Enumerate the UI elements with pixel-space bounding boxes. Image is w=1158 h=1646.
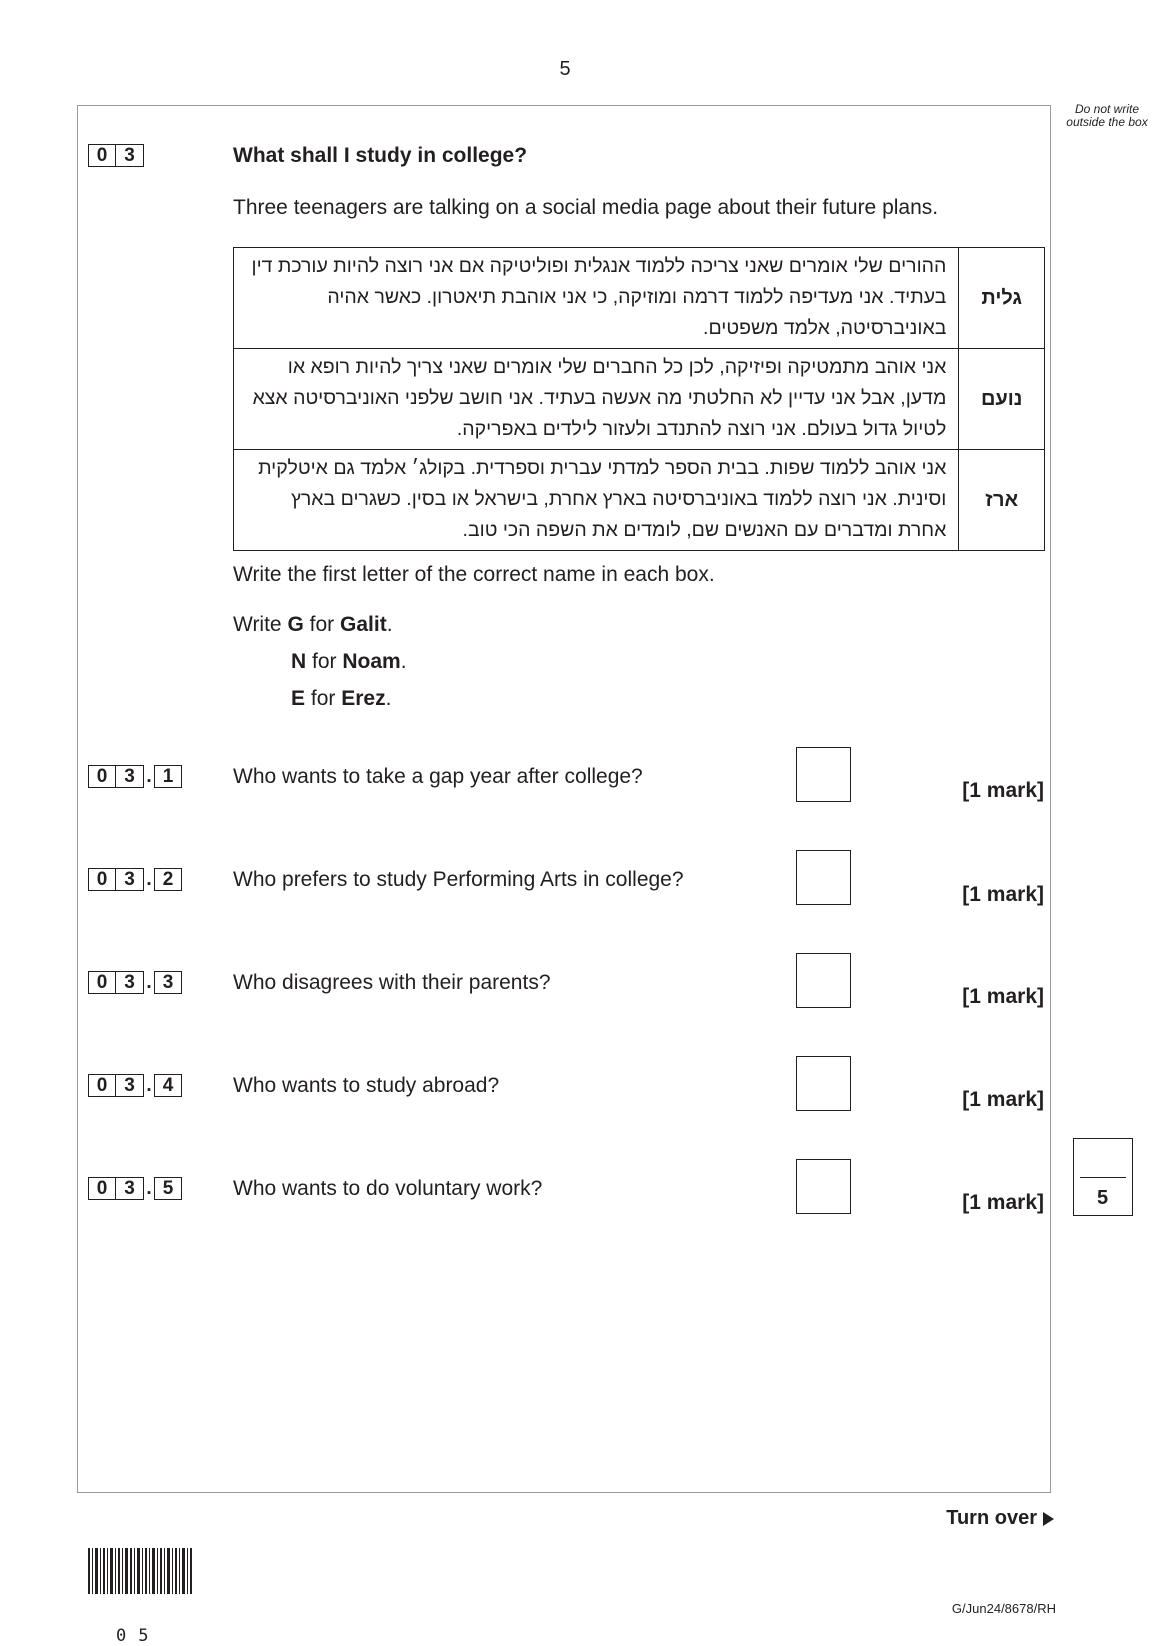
option-name: Noam	[342, 650, 401, 673]
subquestion-dot: .	[146, 1075, 152, 1096]
question-intro: Three teenagers are talking on a social media page about their future plans.	[233, 196, 939, 219]
subquestion-digit: 0	[88, 765, 116, 788]
mark-label: [1 mark]	[962, 1191, 1044, 1214]
post-row	[234, 450, 1045, 551]
option-letter: E	[291, 687, 306, 710]
subquestion-dot: .	[146, 972, 152, 993]
option-letter: G	[287, 613, 304, 636]
instruction-for: for	[309, 613, 335, 636]
margin-note: Do not write outside the box	[1066, 102, 1148, 129]
post-author: נועם	[959, 349, 1045, 450]
instruction-option-noam	[291, 650, 407, 674]
subquestion-digit: 3	[116, 1074, 144, 1097]
subquestion-dot: .	[146, 766, 152, 787]
mark-label: [1 mark]	[962, 883, 1044, 906]
mark-label: [1 mark]	[962, 985, 1044, 1008]
post-text: אני אוהב ללמוד שפות. בבית הספר למדתי עברית וספרדית. בקולג׳ אלמד גם איטלקית וסינית. אני רוצה ללמוד באוניברסיטה בארץ אחרת, בישראל או בסין. כשגרים בארץ אחרת ומדברים עם האנשים שם, לומדים את השפה הכי טוב.	[234, 450, 959, 551]
instruction-option-galit	[233, 613, 393, 637]
instruction-for: for	[312, 650, 337, 673]
answer-box[interactable]	[796, 850, 851, 905]
question-digit: 3	[116, 144, 144, 167]
subquestion-digit: 2	[154, 868, 182, 891]
subquestion-digit: 3	[154, 971, 182, 994]
turn-over	[946, 1507, 1054, 1530]
page-number: 5	[559, 58, 571, 80]
mark-label: [1 mark]	[962, 1088, 1044, 1111]
mark-label: [1 mark]	[962, 779, 1044, 802]
subquestion-digit: 4	[154, 1074, 182, 1097]
answer-box[interactable]	[796, 953, 851, 1008]
question-number-box	[88, 144, 144, 167]
subquestion-text: Who wants to do voluntary work?	[233, 1177, 543, 1200]
option-period: .	[400, 650, 407, 673]
subquestion-number-box	[88, 1074, 182, 1097]
option-name: Erez	[341, 687, 386, 710]
subquestion-number-box	[88, 868, 182, 891]
answer-box[interactable]	[796, 1159, 851, 1214]
option-letter: N	[291, 650, 307, 673]
barcode-number: 05	[116, 1626, 161, 1646]
subquestion-number-box	[88, 765, 182, 788]
subquestion-text: Who disagrees with their parents?	[233, 971, 551, 994]
total-marks-value: 5	[1096, 1187, 1109, 1209]
subquestion-text: Who wants to study abroad?	[233, 1074, 500, 1097]
paper-code: G/Jun24/8678/RH	[951, 1601, 1056, 1616]
question-title: What shall I study in college?	[233, 144, 528, 167]
post-row	[234, 248, 1045, 349]
subquestion-digit: 0	[88, 1074, 116, 1097]
instruction-write: Write	[233, 613, 282, 636]
subquestion-digit: 0	[88, 971, 116, 994]
total-divider	[1080, 1177, 1126, 1178]
instruction-line: Write the first letter of the correct name in each box.	[233, 563, 715, 586]
post-text: ההורים שלי אומרים שאני צריכה ללמוד אנגלית ופוליטיקה אם אני רוצה להיות עורכת דין בעתיד. אני מעדיפה ללמוד דרמה ומוזיקה, כי אני אוהבת תיאטרון. כאשר אהיה באוניברסיטה, אלמד משפטים.	[234, 248, 959, 349]
post-text: אני אוהב מתמטיקה ופיזיקה, לכן כל החברים שלי אומרים שאני צריך להיות רופא או מדען, אבל אני עדיין לא החלטתי מה אעשה בעתיד. אני חושב שלפני האוניברסיטה אצא לטיול גדול בעולם. אני רוצה להתנדב ולעזור לילדים באפריקה.	[234, 349, 959, 450]
post-author: ארז	[959, 450, 1045, 551]
subquestion-dot: .	[146, 1178, 152, 1199]
subquestion-digit: 5	[154, 1177, 182, 1200]
subquestion-digit: 3	[116, 1177, 144, 1200]
triangle-right-icon	[1043, 1512, 1054, 1526]
barcode-icon	[88, 1548, 192, 1594]
subquestion-digit: 1	[154, 765, 182, 788]
answer-box[interactable]	[796, 747, 851, 802]
subquestion-digit: 0	[88, 1177, 116, 1200]
post-row	[234, 349, 1045, 450]
option-period: .	[386, 613, 393, 636]
subquestion-digit: 3	[116, 765, 144, 788]
subquestion-text: Who prefers to study Performing Arts in college?	[233, 868, 684, 891]
question-digit: 0	[88, 144, 116, 167]
instruction-option-erez	[291, 687, 391, 711]
subquestion-digit: 3	[116, 868, 144, 891]
subquestion-dot: .	[146, 869, 152, 890]
option-name: Galit	[340, 613, 387, 636]
subquestion-number-box	[88, 1177, 182, 1200]
instruction-for: for	[310, 687, 336, 710]
subquestion-number-box	[88, 971, 182, 994]
subquestion-digit: 0	[88, 868, 116, 891]
subquestion-digit: 3	[116, 971, 144, 994]
posts-table	[233, 247, 1045, 551]
answer-box[interactable]	[796, 1056, 851, 1111]
turn-over-label: Turn over	[946, 1507, 1037, 1529]
post-author: גלית	[959, 248, 1045, 349]
option-period: .	[385, 687, 392, 710]
total-marks-box	[1073, 1138, 1133, 1216]
subquestion-text: Who wants to take a gap year after college?	[233, 765, 643, 788]
